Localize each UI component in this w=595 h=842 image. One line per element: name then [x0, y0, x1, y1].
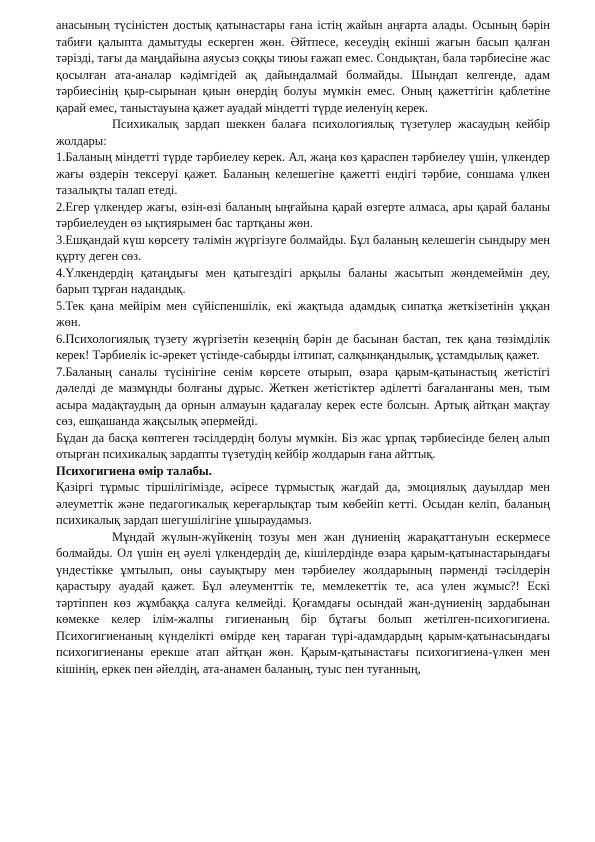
list-item-4: 4.Үлкендердің қатаңдығы мен қатыгездігі арқылы баланы жасытып жөндемеймін деу, барып тұрған надандық.	[56, 265, 550, 296]
list-item-6: 6.Психологиялық түзету жүргізетін кезеңнің бәрін де басынан бастап, тек қана төзімділік керек! Тәрбиелік іс-әрекет үстінде-сабырды ілтипат, салқынқандылық, ұстамдылық қажет.	[56, 331, 550, 362]
list-item-1: 1.Баланың міндетті түрде тәрбиелеу керек. Ал, жаңа көз қараспен тәрбиелеу үшін, үлкендер жағы өздерін тексеруі қажет. Баланың келешегіне қажетті ендігі тәрбие, соншама үлкен тазалықты талап етеді.	[56, 150, 550, 197]
list-item-5: 5.Тек қана мейірім мен сүйіспеншілік, екі жақтыда адамдық сипатқа жеткізетінін ұққан жөн.	[56, 298, 550, 329]
list-item-2: 2.Егер үлкендер жағы, өзін-өзі баланың ыңғайына қарай өзгерте алмаса, ары қарай баланы тәрбиелеуден өз ықтиярымен бас тартқаны жөн.	[56, 199, 550, 230]
paragraph-intro: анасының түсіністен достық қатынастары ғана істің жайын аңғарта алады. Осының бәрін табиғи қалыпта дамытуды ескерген жөн. Әйтпесе, кесеудің екінші жағын басып қалған тәрізді, тағы да маңдайына аяусыз соққы тиюы ғажап емес. Сондықтан, бала тәрбиесіне жас қосылған ата-аналар кәдімгідей ақ дайындалмай болмайды. Шындап келгенде, адам тәрбиесінің қыр-сырынан қиын өнердің болуы мүмкін емес. Оның қажеттігін қаблетіне қарай емес, таныстауына қажет ауадай міндетті түрде иеленуің керек.	[56, 18, 550, 115]
section-heading: Психогигиена өмір талабы.	[56, 463, 212, 478]
list-item-7: 7.Баланың саналы түсінігіне сенім көрсете отырып, өзара қарым-қатынастың жетістігі дәлелді де мазмұнды болғаны дұрыс. Жеткен жетістіктер әділетті бағаланғаны мен, тым асыра мадақтаудың да орнын алмауын қадағалау керек есте болсын. Артық айтқан мақтау сөз, ешқашанда жақсылық әпермейді.	[56, 364, 550, 428]
paragraph-conclusion: Бұдан да басқа көптеген тәсілдердің болуы мүмкін. Біз жас ұрпақ тәрбиесінде белең алып отырған психикалық зардапты түзетудің кейбір жолдарын ғана айттық.	[56, 430, 550, 461]
list-item-3: 3.Ешқандай күш көрсету тәлімін жүргізуге болмайды. Бұл баланың келешегін сындыру мен құрту деген сөз.	[56, 232, 550, 263]
document-page	[56, 17, 550, 677]
paragraph-section-2: Мұндай жүлын-жүйкенің тозуы мен жан дүниенің жарақаттануын ескермесе болмайды. Ол үшін ең әуелі үлкендердің де, кішілердінде өзара қарым-қатынастарындағы үндестікке ұмтылып, оны сауықтыру мен тәрбиелеу жолдарының пәрменді тәсілдерін қарастыру ауадай қажет. Бұл әлеументтік те, мемлекеттік те, аса үлен жұмыс?! Ескі тәртіппен көз жұмбаққа салуға келмейді. Қоғамдағы осындай жан-дүниенің зардабынан көмекке келер ілім-жалпы гигиенаның бір бұтағы болып жетілген-психогигиена. Психогигиенаның күнделікті өмірде кең тараған түрі-адамдардың қарым-қатынасындағы психогигиенаны ерекше атап айтқан жөн. Қарым-қатынастағы психогигиена-үлкен мен кішінің, еркек пен әйелдің, ата-анамен баланың, туыс пен туғанның,	[56, 529, 550, 676]
paragraph-section-1: Қазіргі тұрмыс тіршілігімізде, әсіресе тұрмыстық жағдай да, эмоциялық дауылдар мен әлеуметтік және педагогикалық кереғарлықтар тым көбейіп кетті. Осыдан келіп, баланың психикалық зардап шегушілігіне ұшыраудамыз.	[56, 480, 550, 527]
paragraph-methods-intro: Психикалық зардап шеккен балаға психологиялық түзетулер жасаудың кейбір жолдары:	[56, 117, 550, 148]
